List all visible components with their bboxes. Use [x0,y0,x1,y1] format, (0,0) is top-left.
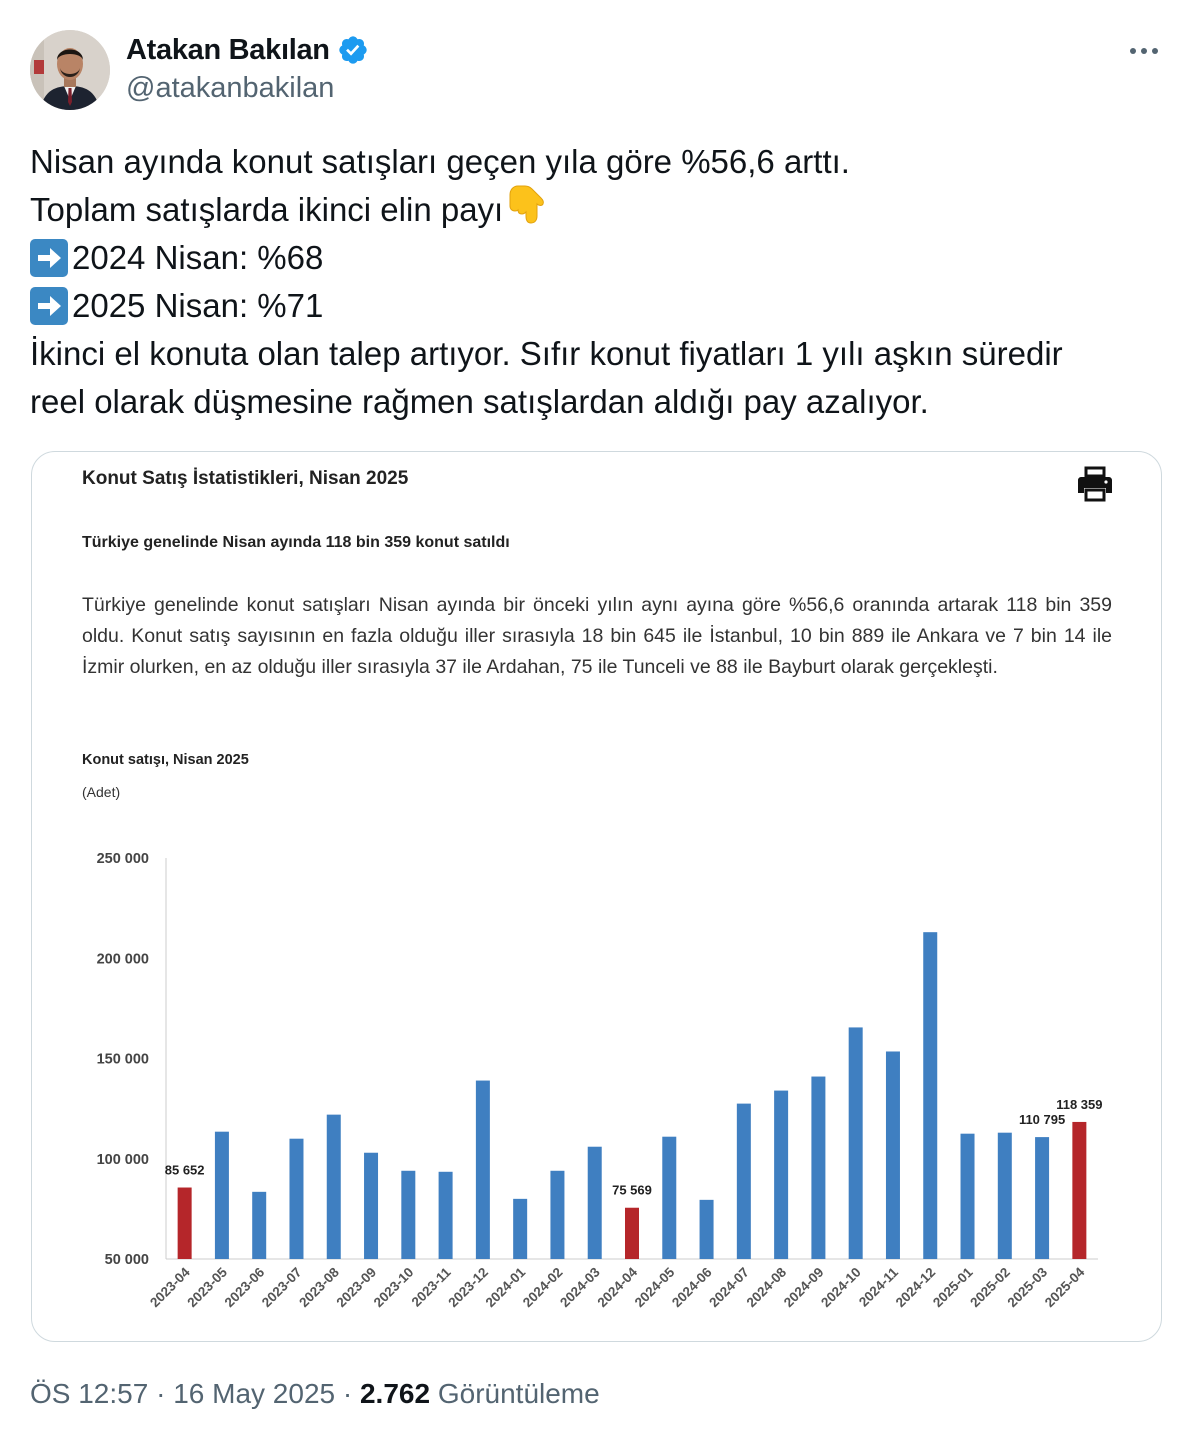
separator: · [335,1378,360,1409]
x-tick-label: 2023-07 [258,1264,305,1311]
x-tick-label: 2024-06 [669,1264,715,1311]
media-image-card[interactable] [31,451,1162,1342]
view-count: 2.762 [359,1378,431,1409]
x-tick-label: 2025-02 [967,1264,1013,1311]
data-label: 85 652 [164,1162,205,1178]
bar-2024-04 [625,1208,639,1259]
x-tick-label: 2023-09 [333,1264,380,1311]
author-name[interactable]: Atakan Bakılan [126,33,330,66]
x-tick-label: 2024-03 [557,1264,603,1311]
x-tick-label: 2023-06 [221,1264,268,1311]
tweet-line-text: Toplam satışlarda ikinci elin payı [30,191,504,228]
bar-2023-07 [289,1139,303,1259]
tweet-line-text: 2024 Nisan: %68 [72,239,324,276]
bar-2024-09 [811,1077,825,1259]
bar-2023-04 [178,1188,192,1259]
tweet-line [30,234,1170,282]
x-tick-label: 2025-01 [929,1264,976,1311]
data-label: 75 569 [612,1182,652,1198]
y-tick-label: 100 000 [96,1151,149,1168]
y-tick-label: 50 000 [104,1252,149,1268]
bar-chart [32,452,1161,1341]
x-tick-label: 2023-10 [370,1264,417,1311]
tweet-line [30,282,1170,330]
tweet-line [30,186,1170,234]
card-title: Konut Satış İstatistikleri, Nisan 2025 [82,468,409,489]
data-label: 110 795 [1018,1112,1066,1128]
chart-title: Konut satışı, Nisan 2025 [82,752,249,768]
x-tick-label: 2023-05 [184,1264,231,1311]
x-tick-label: 2024-11 [855,1264,902,1310]
x-tick-label: 2024-02 [519,1264,566,1311]
chart-unit-label: (Adet) [82,784,121,800]
x-tick-label: 2024-04 [594,1264,641,1311]
more-dots-icon[interactable] [1124,36,1164,66]
x-tick-label: 2023-04 [147,1264,193,1311]
views-label: Görüntüleme [437,1378,600,1409]
tweet-line-text: İkinci el konuta olan talep artıyor. Sıfır konut fiyatları 1 yılı aşkın süredir [30,335,1063,372]
x-tick-label: 2024-12 [892,1264,939,1311]
card-subtitle: Türkiye genelinde Nisan ayında 118 bin 359 konut satıldı [82,534,510,551]
bar-2023-11 [439,1172,453,1259]
pointing-down-emoji-icon [507,184,545,237]
tweet-line [30,330,1170,378]
y-tick-label: 250 000 [96,851,149,867]
y-tick-label: 200 000 [96,951,149,968]
tweet-line-text: reel olarak düşmesine rağmen satışlardan aldığı pay azalıyor. [30,383,929,420]
bar-2024-07 [737,1104,751,1259]
x-tick-label: 2025-04 [1041,1264,1088,1311]
verified-badge-icon[interactable] [337,34,369,66]
x-tick-label: 2024-10 [818,1264,864,1311]
bar-2025-02 [998,1133,1012,1259]
x-tick-label: 2023-12 [445,1264,492,1311]
bar-2024-01 [513,1199,527,1259]
tweet-line [30,138,1170,186]
tweet-text [30,138,1170,426]
x-tick-label: 2024-07 [706,1264,752,1311]
tweet-line [30,378,1170,426]
bar-2024-08 [774,1091,788,1259]
avatar[interactable] [30,30,110,110]
bar-2024-06 [700,1200,714,1259]
x-tick-label: 2024-08 [743,1264,790,1311]
x-tick-label: 2023-08 [296,1264,342,1311]
bar-2024-05 [662,1137,676,1259]
bar-2025-04 [1072,1122,1086,1259]
bar-2024-10 [849,1027,863,1259]
x-tick-label: 2024-05 [631,1264,678,1311]
bar-2025-03 [1035,1137,1049,1259]
bar-2024-03 [588,1147,602,1259]
x-tick-label: 2023-11 [408,1264,454,1310]
y-tick-label: 150 000 [96,1051,149,1068]
x-tick-label: 2024-09 [780,1264,827,1311]
bar-2023-10 [401,1171,415,1259]
bar-2024-02 [550,1171,564,1259]
right-arrow-emoji-icon [30,287,68,325]
bar-2023-09 [364,1153,378,1259]
author-handle[interactable]: @atakanbakilan [126,72,335,104]
data-label: 118 359 [1056,1096,1103,1112]
tweet-line-text: Nisan ayında konut satışları geçen yıla göre %56,6 arttı. [30,143,850,180]
bar-2023-05 [215,1132,229,1259]
separator: · [148,1378,174,1409]
right-arrow-emoji-icon [30,239,68,277]
card-paragraph: Türkiye genelinde konut satışları Nisan ayında bir önceki yılın aynı ayına göre %56,6 oranında artarak 118 bin 359 oldu. Konut satış sayısının en fazla olduğu iller sırasıyla 18 bin 645 ile İstanbul, 10 bin 889 ile Ankara ve 7 bin 14 ile İzmir olurken, en az olduğu iller sırasıyla 37 ile Ardahan, 75 ile Tunceli ve 88 ile Bayburt olarak gerçekleşti. [82,594,1112,678]
x-tick-label: 2025-03 [1004,1264,1051,1311]
bar-2023-12 [476,1081,490,1259]
tweet-footer [30,1378,600,1410]
bar-2024-12 [923,932,937,1259]
bar-2023-06 [252,1192,266,1259]
avatar-image [30,30,110,110]
bar-2023-08 [327,1115,341,1259]
tweet-time[interactable]: ÖS 12:57 [30,1378,149,1409]
bar-2024-11 [886,1051,900,1259]
bar-2025-01 [961,1134,975,1259]
tweet-line-text: 2025 Nisan: %71 [72,287,324,324]
x-tick-label: 2024-01 [482,1264,529,1311]
tweet-date[interactable]: 16 May 2025 [173,1378,336,1409]
